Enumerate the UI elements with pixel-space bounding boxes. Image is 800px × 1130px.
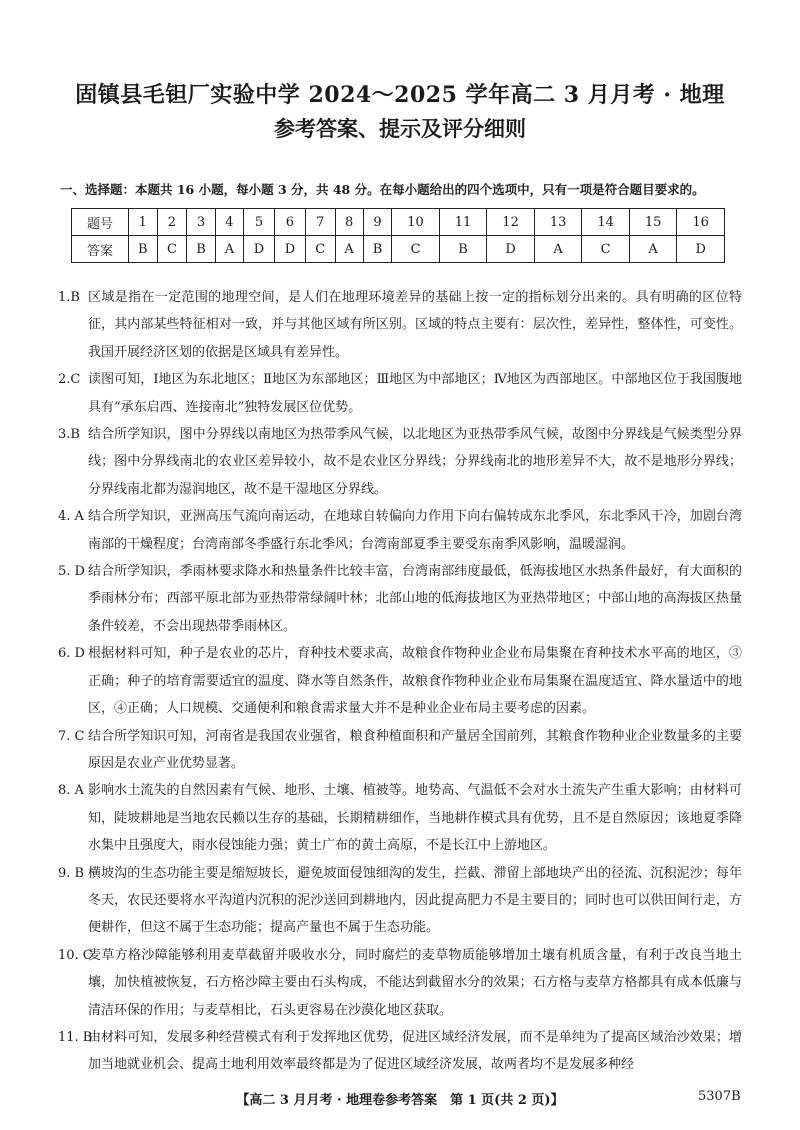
item-number: 2.C <box>58 372 81 388</box>
item-text: 影响水土流失的自然因素有气候、地形、土壤、植被等。地势高、气温低不会对水土流失产生重大影响；由材料可知，陡坡耕地是当地农民赖以生存的基础，长期精耕细作，当地耕作模式具有优势，且不是自然原因；该地夏季降水集中且强度大，雨水侵蚀能力强；黄土广布的黄土高原，不是长江中上游地区。 <box>88 783 742 854</box>
explanation-item <box>58 942 742 1024</box>
explanation-item <box>58 421 742 503</box>
question-number: 13 <box>534 209 582 236</box>
explanation-item <box>58 777 742 859</box>
answer-cell: A <box>335 236 363 263</box>
question-number: 3 <box>187 209 216 236</box>
question-number: 11 <box>439 209 487 236</box>
answer-cell: B <box>363 236 392 263</box>
item-number: 7. C <box>58 728 85 744</box>
answer-cell: D <box>677 236 725 263</box>
answer-cell: B <box>439 236 487 263</box>
item-text: 结合所学知识，亚洲高压气流向南运动，在地球自转偏向力作用下向右偏转成东北季风，东北季风干冷，加剧台湾南部的干燥程度；台湾南部冬季盛行东北季风；台湾南部夏季主要受东南季风影响，温暖湿润。 <box>88 509 742 552</box>
explanation-item <box>58 366 742 421</box>
answer-cell: B <box>129 236 158 263</box>
question-number: 4 <box>215 209 243 236</box>
answer-label: 答案 <box>72 236 129 263</box>
item-text: 区域是指在一定范围的地理空间，是人们在地理环境差异的基础上按一定的指标划分出来的。具有明确的区位特征，其内部某些特征相对一致，并与其他区域有所区别。区域的特点主要有：层次性，差异性，整体性，可变性。我国开展经济区划的依据是区域具有差异性。 <box>88 290 742 360</box>
question-number-row <box>72 209 725 236</box>
item-number: 10. C <box>58 947 93 963</box>
explanation-item <box>58 860 742 942</box>
item-text: 读图可知，Ⅰ地区为东北地区；Ⅱ地区为东部地区；Ⅲ地区为中部地区；Ⅳ地区为西部地区。中部地区位于我国腹地具有“承东启西、连接南北”独特发展区位优势。 <box>88 372 742 415</box>
item-number: 11. B <box>58 1029 93 1045</box>
question-number: 16 <box>677 209 725 236</box>
answer-cell: C <box>392 236 440 263</box>
page-subtitle: 参考答案、提示及评分细则 <box>274 116 526 141</box>
question-number: 12 <box>487 209 535 236</box>
question-number: 15 <box>629 209 677 236</box>
answer-cell: A <box>629 236 677 263</box>
question-number: 8 <box>335 209 363 236</box>
question-number: 5 <box>243 209 274 236</box>
page-footer: 【高二 3 月月考 · 地理卷参考答案 第 1 页(共 2 页)】 <box>236 1093 564 1108</box>
item-number: 3.B <box>58 427 80 443</box>
item-number: 1.B <box>58 290 80 305</box>
explanation-item <box>58 558 742 640</box>
explanation-item <box>58 284 742 366</box>
answer-cell: D <box>243 236 274 263</box>
section-heading: 一、选择题：本题共 16 小题，每小题 3 分，共 48 分。在每小题给出的四个选项中，只有一项是符合题目要求的。 <box>60 182 705 197</box>
answer-cell: D <box>487 236 535 263</box>
item-number: 9. B <box>58 865 85 881</box>
item-text: 横坡沟的生态功能主要是缩短坡长，避免坡面侵蚀细沟的发生，拦截、滞留上部地块产出的径流、沉积泥沙；每年冬天，农民还要将水平沟道内沉积的泥沙送回到耕地内，因此提高肥力不是主要目的；同时也可以供田间行走，方便耕作，但这不属于生态功能；提高产量也不属于生态功能。 <box>88 865 742 936</box>
answer-cell: D <box>274 236 305 263</box>
question-number: 10 <box>392 209 440 236</box>
answer-row <box>72 236 725 263</box>
answer-table <box>71 208 725 263</box>
answer-cell: B <box>187 236 216 263</box>
answer-cell: C <box>305 236 335 263</box>
item-text: 结合所学知识，图中分界线以南地区为热带季风气候，以北地区为亚热带季风气候，故图中分界线是气候类型分界线；图中分界线南北的农业区差异较小，故不是农业区分界线；分界线南北的地形差异不大，故不是地形分界线；分界线南北都为湿润地区，故不是干湿地区分界线。 <box>88 427 742 497</box>
item-text: 麦草方格沙障能够利用麦草截留并吸收水分，同时腐烂的麦草物质能够增加土壤有机质含量，有利于改良当地土壤，加快植被恢复，石方格沙障主要由石头构成，不能达到截留水分的效果；石方格与麦草方格都具有成本低廉与清洁环保的作用；与麦草相比，石头更容易在沙漠化地区获取。 <box>88 947 742 1018</box>
question-number: 9 <box>363 209 392 236</box>
item-text: 根据材料可知，种子是农业的芯片，育种技术要求高，故粮食作物种业企业布局集聚在育种技术水平高的地区，③正确；种子的培育需要适宜的温度、降水等自然条件，故粮食作物种业企业布局集聚在温度适宜、降水量适中的地区，④正确；人口规模、交通便利和粮食需求量大并不是种业企业布局主要考虑的因素。 <box>88 646 742 717</box>
explanation-item <box>58 640 742 722</box>
page-title: 固镇县毛钽厂实验中学 2024～2025 学年高二 3 月月考 · 地理 <box>75 82 725 108</box>
question-number: 2 <box>157 209 187 236</box>
item-number: 5. D <box>58 564 85 580</box>
item-text: 结合所学知识可知，河南省是我国农业强省，粮食种植面积和产量居全国前列，其粮食作物种业企业数量多的主要原因是农业产业优势显著。 <box>88 728 742 771</box>
item-number: 6. D <box>58 646 85 662</box>
item-number: 8. A <box>58 783 84 799</box>
explanation-item <box>58 723 742 778</box>
answer-cell: C <box>582 236 630 263</box>
item-text: 结合所学知识，季雨林要求降水和热量条件比较丰富，台湾南部纬度最低，低海拔地区水热条件最好，有大面积的季雨林分布；西部平原北部为亚热带常绿阔叶林；北部山地的低海拔地区为亚热带地区；中部山地的高海拔区热量条件较差，不会出现热带季雨林区。 <box>88 564 742 634</box>
document-code: 5307B <box>698 1089 741 1104</box>
item-number: 4. A <box>58 509 84 525</box>
answer-cell: A <box>215 236 243 263</box>
question-number: 1 <box>129 209 158 236</box>
question-number: 6 <box>274 209 305 236</box>
answer-cell: A <box>534 236 582 263</box>
question-number-label: 题号 <box>72 209 129 236</box>
explanation-list <box>58 284 742 1079</box>
answer-cell: C <box>157 236 187 263</box>
item-text: 由材料可知，发展多种经营模式有利于发挥地区优势，促进区域经济发展，而不是单纯为了提高区域治沙效果；增加当地就业机会、提高土地利用效率最终都是为了促进区域经济发展，故两者均不是发展多种经 <box>88 1029 742 1073</box>
question-number: 7 <box>305 209 335 236</box>
explanation-item <box>58 503 742 558</box>
explanation-item <box>58 1024 742 1079</box>
question-number: 14 <box>582 209 630 236</box>
